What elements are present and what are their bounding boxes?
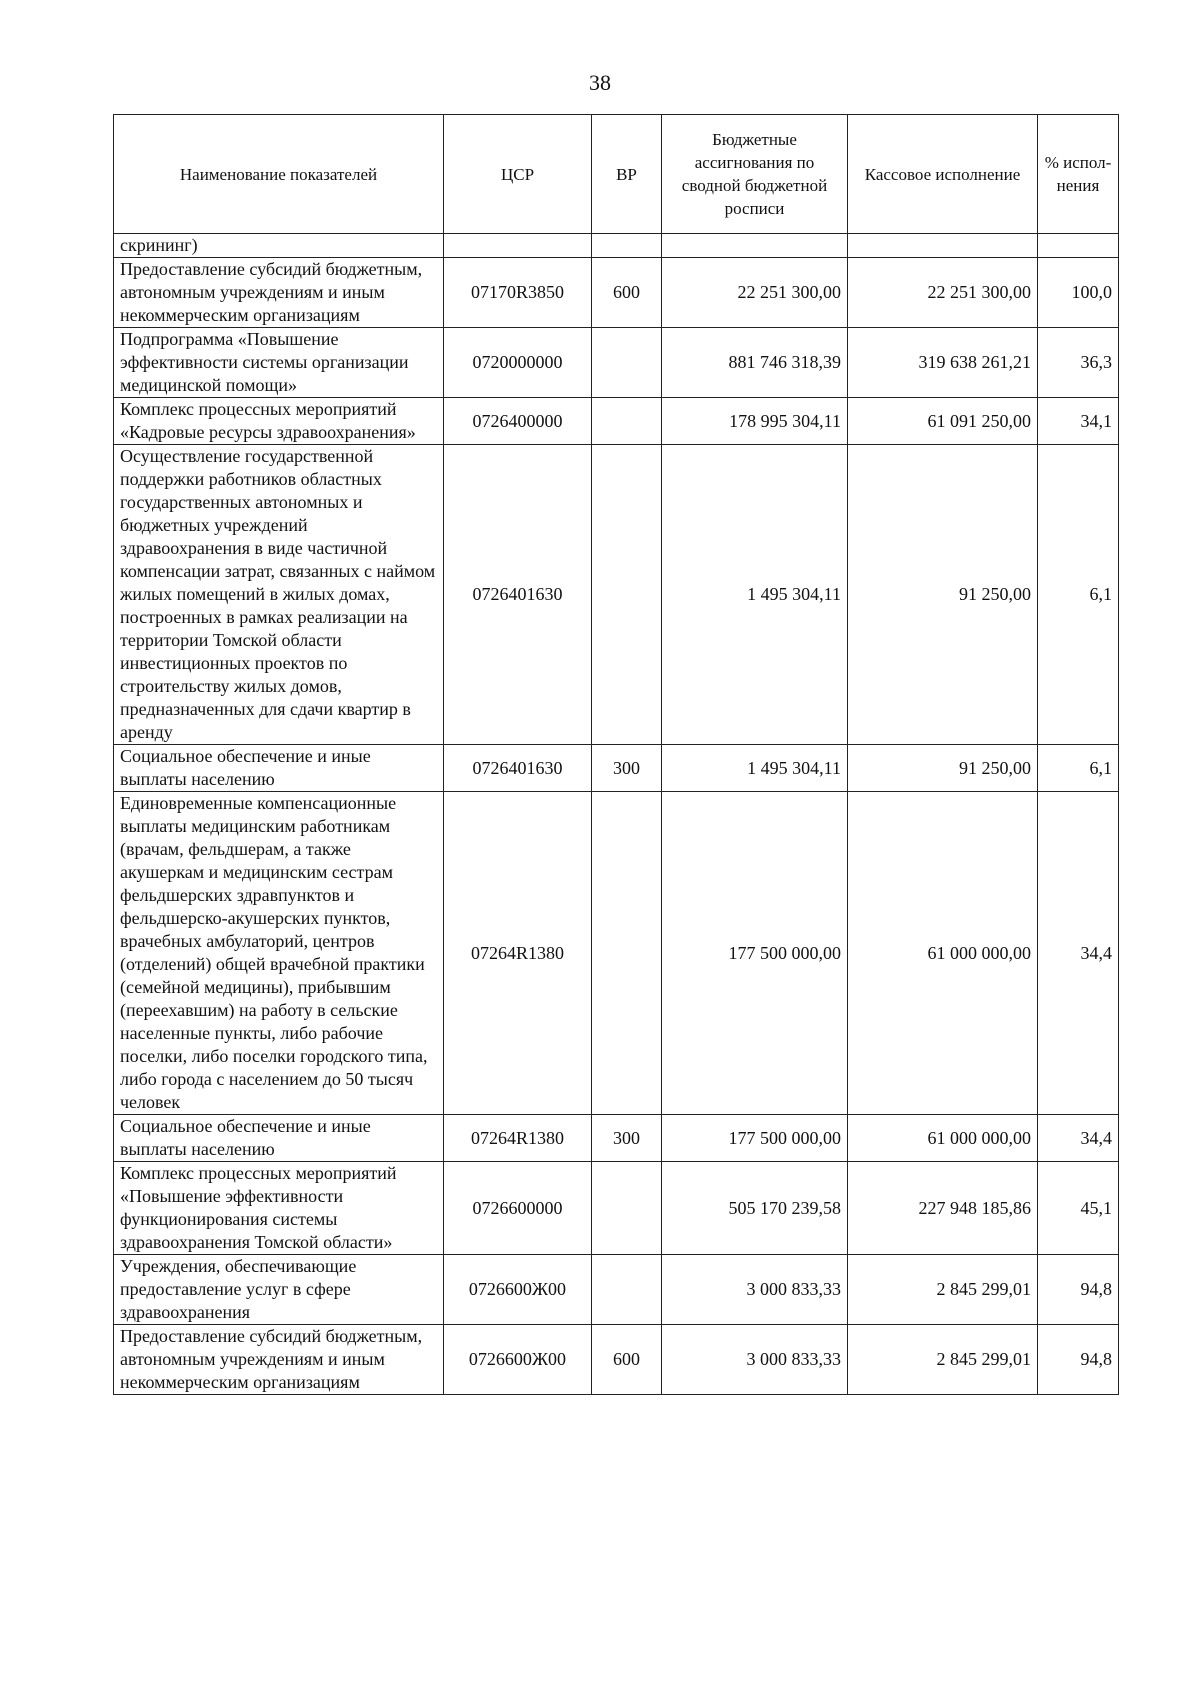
page-number: 38: [589, 70, 611, 95]
header-csr: ЦСР: [444, 115, 592, 234]
cell-budget: 1 495 304,11: [662, 745, 848, 792]
cell-vr: [592, 792, 662, 1115]
cell-vr: 600: [592, 1325, 662, 1395]
cell-vr: [592, 1162, 662, 1255]
cell-cash: 2 845 299,01: [848, 1325, 1038, 1395]
cell-name: Комплекс процессных мероприятий «Повышение эффективности функционирования системы здравоохранения Томской области»: [114, 1162, 444, 1255]
cell-csr: 0726600Ж00: [444, 1325, 592, 1395]
table-row: [114, 1162, 1119, 1255]
cell-vr: 300: [592, 1115, 662, 1162]
cell-percent: 34,4: [1038, 1115, 1119, 1162]
cell-vr: 300: [592, 745, 662, 792]
cell-vr: [592, 328, 662, 398]
table-row: [114, 258, 1119, 328]
table-header-row: [114, 115, 1119, 234]
cell-budget: 505 170 239,58: [662, 1162, 848, 1255]
cell-percent: 94,8: [1038, 1325, 1119, 1395]
cell-name: Учреждения, обеспечивающие предоставление услуг в сфере здравоохранения: [114, 1255, 444, 1325]
cell-csr: 0726400000: [444, 398, 592, 445]
cell-name: Подпрограмма «Повышение эффективности системы организации медицинской помощи»: [114, 328, 444, 398]
cell-csr: [444, 234, 592, 258]
cell-percent: 6,1: [1038, 445, 1119, 745]
cell-csr: 0726401630: [444, 445, 592, 745]
table-row: [114, 445, 1119, 745]
cell-vr: 600: [592, 258, 662, 328]
cell-name: Социальное обеспечение и иные выплаты населению: [114, 745, 444, 792]
cell-csr: 0720000000: [444, 328, 592, 398]
cell-cash: 91 250,00: [848, 445, 1038, 745]
cell-percent: 34,1: [1038, 398, 1119, 445]
cell-name: Предоставление субсидий бюджетным, автономным учреждениям и иным некоммерческим организациям: [114, 1325, 444, 1395]
cell-csr: 07264R1380: [444, 1115, 592, 1162]
cell-percent: 6,1: [1038, 745, 1119, 792]
table-row: [114, 1325, 1119, 1395]
cell-percent: 45,1: [1038, 1162, 1119, 1255]
table-row: [114, 398, 1119, 445]
cell-percent: 34,4: [1038, 792, 1119, 1115]
budget-execution-table: [113, 114, 1119, 1395]
header-vr: ВР: [592, 115, 662, 234]
cell-budget: 177 500 000,00: [662, 792, 848, 1115]
cell-budget: 881 746 318,39: [662, 328, 848, 398]
table-row: [114, 1255, 1119, 1325]
table-row: [114, 234, 1119, 258]
cell-csr: 0726600000: [444, 1162, 592, 1255]
cell-percent: 36,3: [1038, 328, 1119, 398]
cell-budget: 3 000 833,33: [662, 1255, 848, 1325]
cell-cash: 61 091 250,00: [848, 398, 1038, 445]
header-cash: Кассовое исполнение: [848, 115, 1038, 234]
cell-cash: [848, 234, 1038, 258]
cell-name: Единовременные компенсационные выплаты медицинским работникам (врачам, фельдшерам, а также акушеркам и медицинским сестрам фельдшерских здравпунктов и фельдшерско-акушерских пунктов, врачебных амбулаторий, центров (отделений) общей врачебной практики (семейной медицины), прибывшим (переехавшим) на работу в сельские населенные пункты, либо рабочие поселки, либо поселки городского типа, либо города с населением до 50 тысяч человек: [114, 792, 444, 1115]
cell-vr: [592, 234, 662, 258]
cell-cash: 22 251 300,00: [848, 258, 1038, 328]
table-row: [114, 745, 1119, 792]
cell-name: Осуществление государственной поддержки работников областных государственных автономных и бюджетных учреждений здравоохранения в виде частичной компенсации затрат, связанных с наймом жилых помещений в жилых домах, построенных в рамках реализации на территории Томской области инвестиционных проектов по строительству жилых домов, предназначенных для сдачи квартир в аренду: [114, 445, 444, 745]
cell-csr: 0726600Ж00: [444, 1255, 592, 1325]
header-budget: Бюджетные ассигнования по сводной бюджетной росписи: [662, 115, 848, 234]
header-name: Наименование показателей: [114, 115, 444, 234]
cell-cash: 91 250,00: [848, 745, 1038, 792]
cell-name: Предоставление субсидий бюджетным, автономным учреждениям и иным некоммерческим организациям: [114, 258, 444, 328]
cell-cash: 2 845 299,01: [848, 1255, 1038, 1325]
cell-budget: 177 500 000,00: [662, 1115, 848, 1162]
cell-name: Социальное обеспечение и иные выплаты населению: [114, 1115, 444, 1162]
table-row: [114, 1115, 1119, 1162]
cell-cash: 61 000 000,00: [848, 1115, 1038, 1162]
cell-csr: 07264R1380: [444, 792, 592, 1115]
cell-budget: 22 251 300,00: [662, 258, 848, 328]
cell-name: Комплекс процессных мероприятий «Кадровые ресурсы здравоохранения»: [114, 398, 444, 445]
cell-budget: 178 995 304,11: [662, 398, 848, 445]
cell-vr: [592, 445, 662, 745]
cell-percent: [1038, 234, 1119, 258]
cell-budget: [662, 234, 848, 258]
table-row: [114, 328, 1119, 398]
cell-name: скрининг): [114, 234, 444, 258]
cell-budget: 1 495 304,11: [662, 445, 848, 745]
cell-vr: [592, 1255, 662, 1325]
table-row: [114, 792, 1119, 1115]
cell-cash: 227 948 185,86: [848, 1162, 1038, 1255]
header-percent: % испол-нения: [1038, 115, 1119, 234]
cell-percent: 94,8: [1038, 1255, 1119, 1325]
cell-budget: 3 000 833,33: [662, 1325, 848, 1395]
cell-cash: 61 000 000,00: [848, 792, 1038, 1115]
cell-vr: [592, 398, 662, 445]
cell-percent: 100,0: [1038, 258, 1119, 328]
cell-cash: 319 638 261,21: [848, 328, 1038, 398]
cell-csr: 0726401630: [444, 745, 592, 792]
cell-csr: 07170R3850: [444, 258, 592, 328]
